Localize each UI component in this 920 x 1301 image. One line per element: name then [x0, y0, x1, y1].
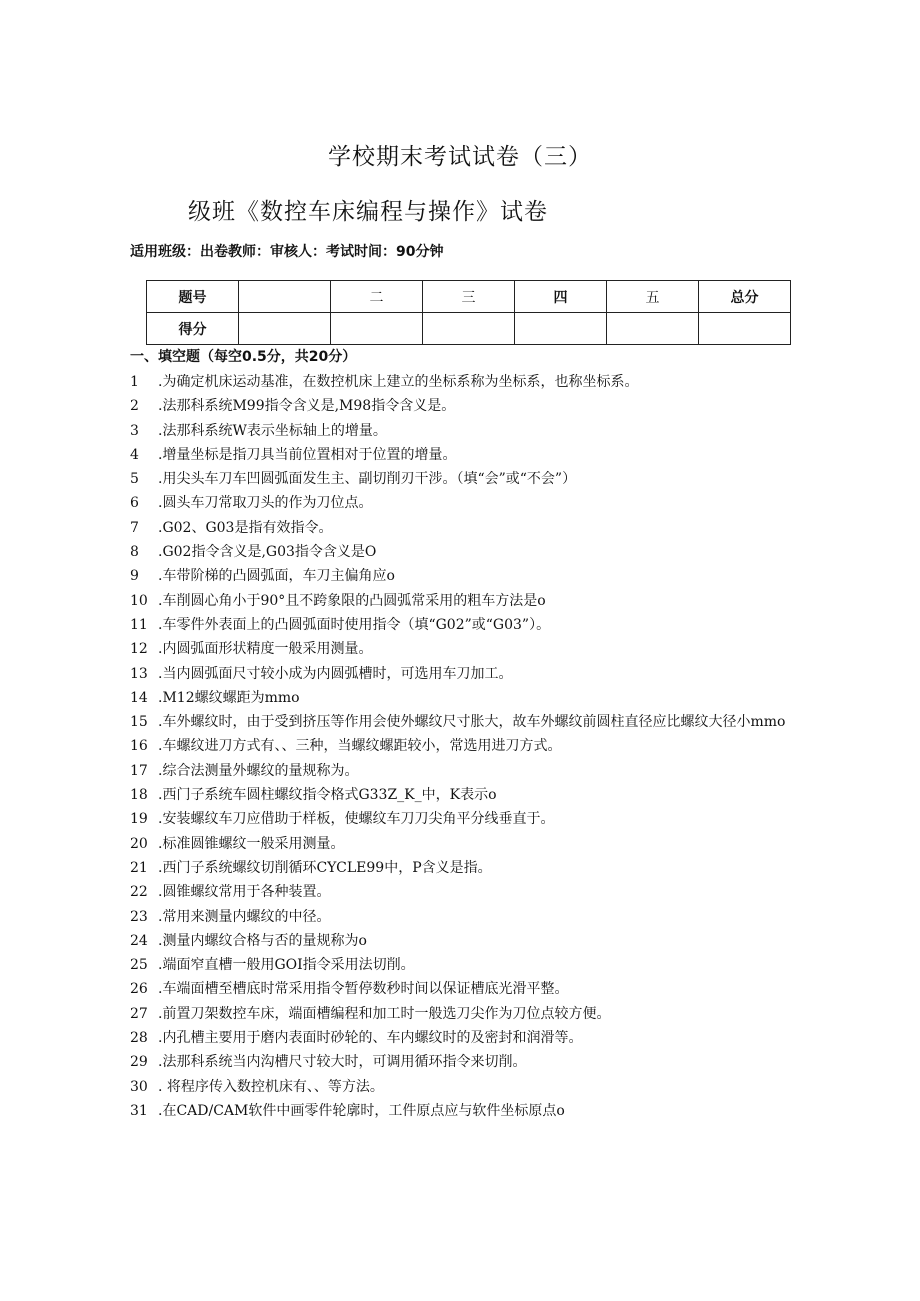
question-number: 31: [130, 1102, 148, 1119]
question-text: . 将程序传入数控机床有、、等方法。: [158, 1078, 384, 1095]
question-item: [130, 759, 790, 783]
question-number: 23: [130, 908, 148, 925]
question-item: [130, 662, 790, 686]
question-text: .G02指令含义是,G03指令含义是O: [158, 544, 377, 561]
question-text: .综合法测量外螺纹的量规称为。: [158, 762, 359, 779]
question-item: [130, 491, 790, 515]
question-item: [130, 710, 790, 734]
exam-meta: 适用班级：出卷教师：审核人：考试时间：90分钟: [130, 244, 444, 260]
score-header-cell: 总分: [699, 281, 791, 313]
question-item: [130, 443, 790, 467]
question-text: .内孔槽主要用于磨内表面时砂轮的、车内螺纹时的及密封和润滑等。: [158, 1030, 583, 1047]
score-header-cell: 题号: [147, 281, 239, 313]
question-text: .车端面槽至槽底时常采用指令暂停数秒时间以保证槽底光滑平整。: [158, 981, 569, 998]
question-item: [130, 929, 790, 953]
score-table: [146, 280, 791, 345]
question-text: .在CAD/CAM软件中画零件轮廓时，工件原点应与软件坐标原点o: [158, 1102, 565, 1119]
question-number: 24: [130, 932, 148, 949]
question-text: .内圆弧面形状精度一般采用测量。: [158, 641, 373, 658]
question-text: .法那科系统当内沟槽尺寸较大时，可调用循环指令来切削。: [158, 1054, 527, 1071]
question-number: 10: [130, 592, 148, 609]
question-item: [130, 370, 790, 394]
question-number: 29: [130, 1054, 148, 1071]
question-text: .圆头车刀常取刀头的作为刀位点。: [158, 495, 373, 512]
question-text: .西门子系统螺纹切削循环CYCLE99中，P含义是指。: [158, 859, 492, 876]
question-text: .车带阶梯的凸圆弧面，车刀主偏角应o: [158, 568, 395, 585]
question-number: 4: [130, 446, 139, 463]
question-number: 2: [130, 398, 139, 415]
question-number: 13: [130, 665, 148, 682]
question-text: .车零件外表面上的凸圆弧面时使用指令（填“G02”或“G03”）。: [158, 616, 551, 633]
score-cell[interactable]: [423, 313, 515, 345]
question-number: 19: [130, 811, 148, 828]
question-item: [130, 637, 790, 661]
question-text: .车外螺纹时，由于受到挤压等作用会使外螺纹尺寸胀大，故车外螺纹前圆柱直径应比螺纹大径小mmo: [158, 714, 786, 731]
question-text: .G02、G03是指有效指令。: [158, 519, 333, 536]
question-item: [130, 516, 790, 540]
question-item: [130, 1026, 790, 1050]
score-row-label: 得分: [147, 313, 239, 345]
question-text: .为确定机床运动基准，在数控机床上建立的坐标系称为坐标系，也称坐标系。: [158, 374, 639, 390]
question-text: .法那科系统W表示坐标轴上的增量。: [158, 422, 387, 439]
score-header-cell: 五: [607, 281, 699, 313]
question-text: .端面窄直槽一般用GOI指令采用法切削。: [158, 957, 415, 974]
question-number: 3: [130, 422, 139, 439]
question-number: 27: [130, 1005, 148, 1022]
question-item: [130, 832, 790, 856]
question-number: 11: [130, 616, 148, 633]
question-item: [130, 953, 790, 977]
question-number: 12: [130, 641, 148, 658]
question-text: .用尖头车刀车凹圆弧面发生主、副切削刃干涉。（填“会”或“不会”）: [158, 471, 577, 488]
question-number: 15: [130, 714, 148, 731]
question-text: .车削圆心角小于90°且不跨象限的凸圆弧常采用的粗车方法是o: [158, 592, 546, 609]
question-text: .前置刀架数控车床，端面槽编程和加工时一般选刀尖作为刀位点较方便。: [158, 1005, 611, 1022]
question-number: 9: [130, 568, 139, 585]
question-item: [130, 540, 790, 564]
score-table-score-row: [147, 313, 791, 345]
question-text: .车螺纹进刀方式有、、三种，当螺纹螺距较小，常选用进刀方式。: [158, 738, 562, 755]
question-text: .标准圆锥螺纹一般采用测量。: [158, 835, 345, 852]
score-cell[interactable]: [331, 313, 423, 345]
question-number: 21: [130, 859, 148, 876]
question-item: [130, 905, 790, 929]
question-number: 6: [130, 495, 139, 512]
question-number: 22: [130, 884, 148, 901]
question-item: [130, 564, 790, 588]
question-number: 8: [130, 544, 139, 561]
question-item: [130, 880, 790, 904]
question-number: 25: [130, 957, 148, 974]
score-header-cell: 三: [423, 281, 515, 313]
question-text: .安装螺纹车刀应借助于样板，使螺纹车刀刀尖角平分线垂直于。: [158, 811, 555, 828]
question-item: [130, 1099, 790, 1123]
question-item: [130, 467, 790, 491]
question-number: 1: [130, 374, 139, 390]
question-number: 30: [130, 1078, 148, 1095]
question-text: .法那科系统M99指令含义是,M98指令含义是。: [158, 398, 456, 415]
question-number: 20: [130, 835, 148, 852]
question-item: [130, 613, 790, 637]
question-number: 18: [130, 787, 148, 804]
question-list: [130, 370, 790, 1123]
question-number: 16: [130, 738, 148, 755]
exam-subtitle: 级班《数控车床编程与操作》试卷: [188, 199, 548, 225]
question-text: .增量坐标是指刀具当前位置相对于位置的增量。: [158, 446, 457, 463]
question-item: [130, 807, 790, 831]
score-cell[interactable]: [607, 313, 699, 345]
score-table-header-row: [147, 281, 791, 313]
question-text: .圆锥螺纹常用于各种装置。: [158, 884, 331, 901]
score-header-cell: 四: [515, 281, 607, 313]
question-number: 5: [130, 471, 139, 488]
question-text: .当内圆弧面尺寸较小成为内圆弧槽时，可选用车刀加工。: [158, 665, 513, 682]
question-item: [130, 394, 790, 418]
question-number: 26: [130, 981, 148, 998]
score-cell[interactable]: [515, 313, 607, 345]
question-number: 14: [130, 689, 148, 706]
question-item: [130, 783, 790, 807]
question-item: [130, 1050, 790, 1074]
score-header-cell: [239, 281, 331, 313]
question-item: [130, 977, 790, 1001]
question-item: [130, 734, 790, 758]
question-text: .测量内螺纹合格与否的量规称为o: [158, 932, 367, 949]
question-number: 17: [130, 762, 148, 779]
question-text: .M12螺纹螺距为mmo: [158, 689, 300, 706]
question-text: .常用来测量内螺纹的中径。: [158, 908, 331, 925]
score-cell[interactable]: [239, 313, 331, 345]
question-item: [130, 686, 790, 710]
question-item: [130, 856, 790, 880]
section-title: 一、填空题（每空0.5分，共20分）: [130, 349, 357, 365]
question-text: .西门子系统车圆柱螺纹指令格式G33Z_K_中，K表示o: [158, 787, 497, 804]
question-item: [130, 1002, 790, 1026]
score-header-cell: 二: [331, 281, 423, 313]
question-item: [130, 1075, 790, 1099]
exam-title: 学校期末考试试卷（三）: [328, 144, 592, 170]
question-item: [130, 589, 790, 613]
question-item: [130, 419, 790, 443]
question-number: 28: [130, 1030, 148, 1047]
question-number: 7: [130, 519, 139, 536]
score-cell[interactable]: [699, 313, 791, 345]
